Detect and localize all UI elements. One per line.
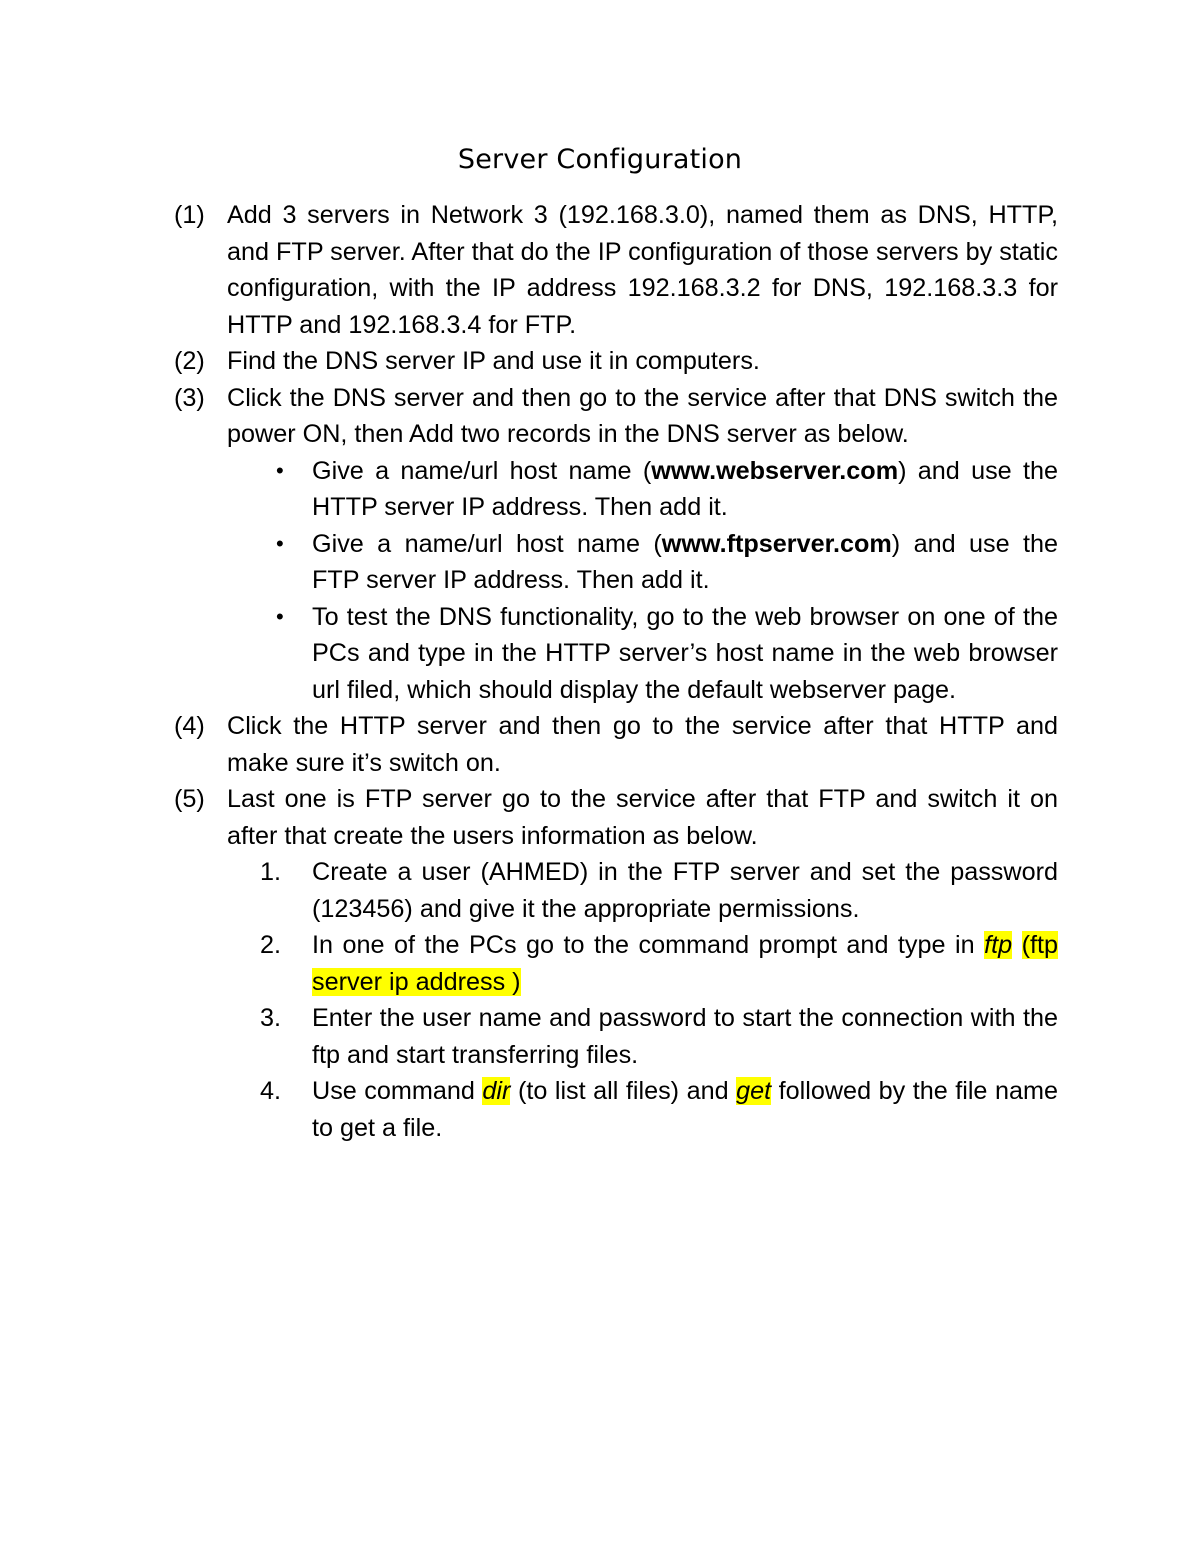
list-item-4 — [174, 708, 1058, 781]
ftp-steps-list — [174, 854, 1058, 1146]
item-number: (5) — [174, 785, 205, 813]
bullet-icon: • — [276, 603, 284, 629]
bullet-item-2 — [243, 526, 1058, 599]
item-text: Add 3 servers in Network 3 (192.168.3.0), named them as DNS, HTTP, and FTP server. After that do the IP configuration of those servers by static configuration, with the IP address 192.168.3.2 for DNS, 192.168.3.3 for HTTP and 192.168.3.4 for FTP. — [227, 201, 1058, 339]
item-number: (2) — [174, 347, 205, 375]
item-body — [227, 380, 1058, 453]
step-text — [312, 927, 1058, 1000]
step-text-pre: Use command — [312, 1077, 483, 1105]
dir-command-highlight: dir — [482, 1077, 511, 1105]
item-number: (4) — [174, 712, 205, 740]
ftpserver-hostname: www.ftpserver.com — [661, 529, 892, 558]
dns-bullet-list — [174, 453, 1058, 709]
step-text-mid: (to list all files) and — [510, 1077, 737, 1105]
bullet-item-1 — [243, 453, 1058, 526]
item-text: Last one is FTP server go to the service after that FTP and switch it on after that create the users information as below. — [227, 785, 1058, 850]
step-text-post: followed by the file name to get a file. — [312, 1077, 1058, 1142]
item-text: Click the DNS server and then go to the service after that DNS switch the power ON, then Add two records in the DNS server as below. — [227, 383, 1058, 448]
list-item-3 — [174, 380, 1058, 453]
step-item-1 — [243, 854, 1058, 927]
step-text: Create a user (AHMED) in the FTP server and set the password (123456) and give it the appropriate permissions. — [312, 858, 1058, 923]
list-item-5 — [174, 781, 1058, 854]
bullet-text-pre: Give a name/url host name ( — [312, 529, 662, 558]
bullet-text-post: ) and use the FTP server IP address. Then add it. — [312, 529, 1058, 594]
list-item-1 — [174, 197, 1058, 343]
item-number: (1) — [174, 201, 205, 229]
instruction-list — [174, 197, 1058, 1146]
step-item-2 — [243, 927, 1058, 1000]
step-text — [312, 1073, 1058, 1146]
bullet-text: To test the DNS functionality, go to the web browser on one of the PCs and type in the HTTP server’s host name in the web browser url filed, which should display the default webserver page. — [312, 602, 1058, 704]
ftp-address-highlight: (ftp server ip address ) — [312, 931, 1059, 996]
bullet-text-post: ) and use the HTTP server IP address. Then add it. — [312, 456, 1058, 521]
step-text: Enter the user name and password to start the connection with the ftp and start transferring files. — [312, 1004, 1058, 1069]
step-number: 1. — [260, 858, 282, 886]
page-title: Server Configuration — [457, 144, 743, 175]
step-number: 4. — [260, 1077, 282, 1105]
step-number: 3. — [260, 1004, 282, 1032]
item-text: Find the DNS server IP and use it in computers. — [227, 347, 760, 375]
bullet-item-3 — [243, 599, 1058, 709]
item-number: (3) — [174, 383, 205, 412]
bullet-text — [312, 526, 1058, 599]
step-text-pre: In one of the PCs go to the command prompt and type in — [312, 931, 985, 959]
step-item-3 — [243, 1000, 1058, 1073]
bullet-icon: • — [276, 530, 284, 556]
get-command-highlight: get — [736, 1077, 772, 1105]
webserver-hostname: www.webserver.com — [651, 456, 899, 485]
step-number: 2. — [260, 931, 282, 959]
bullet-icon: • — [276, 457, 284, 483]
step-item-4 — [243, 1073, 1058, 1146]
item-text: Click the HTTP server and then go to the service after that HTTP and make sure it’s switch on. — [227, 712, 1058, 777]
bullet-text — [312, 453, 1058, 526]
bullet-text-pre: Give a name/url host name ( — [312, 456, 652, 485]
list-item-2 — [174, 343, 1058, 380]
ftp-command-highlight: ftp — [984, 931, 1013, 959]
